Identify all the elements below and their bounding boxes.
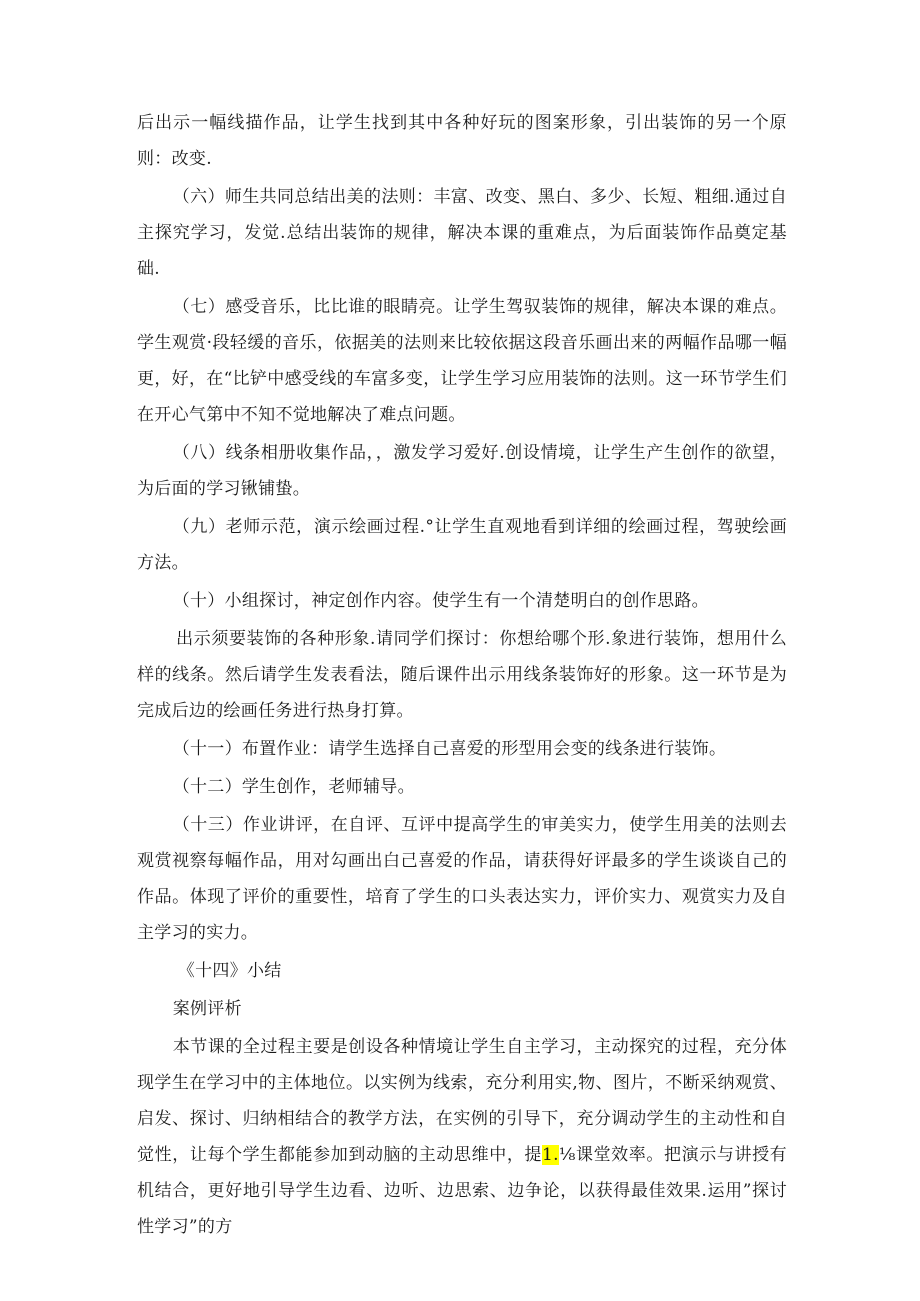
paragraph-13-text-before: 本节课的全过程主要是创设各种情境让学生自主学习，主动探究的过程，充分体现学生在学习中的主体地位。以实例为线索，充分利用实,物、图片，不断采纳观赏、启发、探讨、归纳相结合的教学方法，在实例的引导下，充分调动学生的主动性和自觉性，让每个学生都能参加到动脑的主动思维中，提 bbox=[137, 1037, 787, 1165]
paragraph-4: （八）线条相册收集作品，，激发学习爱好.创设情境，让学生产生创作的欲望，为后面的学习锹铺蛰。 bbox=[137, 443, 787, 499]
paragraph-2: （六）师生共同总结出美的法则：丰富、改变、黑白、多少、长短、粗细.通过自主探究学习，发觉.总结出装饰的规律，解决本课的重难点，为后面装饰作品奠定基础. bbox=[137, 187, 787, 279]
paragraph-9: （十二）学生创作，老师辅导。 bbox=[172, 777, 415, 797]
paragraph-8: （十一）布置作业：请学生选择自己喜爱的形型用会变的线条进行装饰。 bbox=[172, 739, 727, 759]
document-body bbox=[137, 105, 787, 1245]
paragraph-6: （十）小组探讨，神定创作内容。使学生有一个清楚明白的创作思路。 bbox=[172, 591, 709, 611]
paragraph-7: 出示须要装饰的各种形象.请同学们探讨：你想给哪个形.象进行装饰，想用什么样的线条。然后请学生发表看法，随后课件出示用线条装饰好的形象。这一环节是为完成后边的绘画任务进行热身打算。 bbox=[137, 629, 787, 721]
paragraph-12: 案例评析 bbox=[172, 999, 242, 1019]
paragraph-13 bbox=[137, 1029, 787, 1245]
paragraph-1: 后出示一幅线描作品，让学生找到其中各种好玩的图案形象，引出装饰的另一个原则：改变. bbox=[137, 113, 787, 169]
paragraph-11: 《十四》小结 bbox=[177, 961, 282, 981]
paragraph-3: （七）感受音乐，比比谁的眼睛亮。让学生驾驭装饰的规律，解决本课的难点。学生观赏·段轻缓的音乐，依据美的法则来比较依据这段音乐画出来的两幅作品哪一幅更，好，在“比铲中感受线的车富多变，让学生学习应用装饰的法则。这一环节学生们在开心气第中不知不觉地解决了难点问题。 bbox=[137, 297, 787, 425]
paragraph-13-text-after: ⅛课堂效率。把演示与讲授有机结合，更好地引导学生边看、边听、边思索、边争论，以获得最佳效果.运用”探讨性学习”的方 bbox=[137, 1145, 787, 1237]
paragraph-10: （十三）作业讲评，在自评、互评中提高学生的审美实力，使学生用美的法则去观赏视察每幅作品，用对勾画出白己喜爱的作品，请获得好评最多的学生谈谈自己的作品。体现了评价的重要性，培育了学生的口头表达实力，评价实力、观赏实力及自主学习的实力。 bbox=[137, 815, 787, 943]
paragraph-5: （九）老师示范，演示绘画过程.°让学生直观地看到详细的绘画过程，驾驶绘画方法。 bbox=[137, 517, 787, 573]
highlighted-text: 1. bbox=[542, 1145, 559, 1165]
